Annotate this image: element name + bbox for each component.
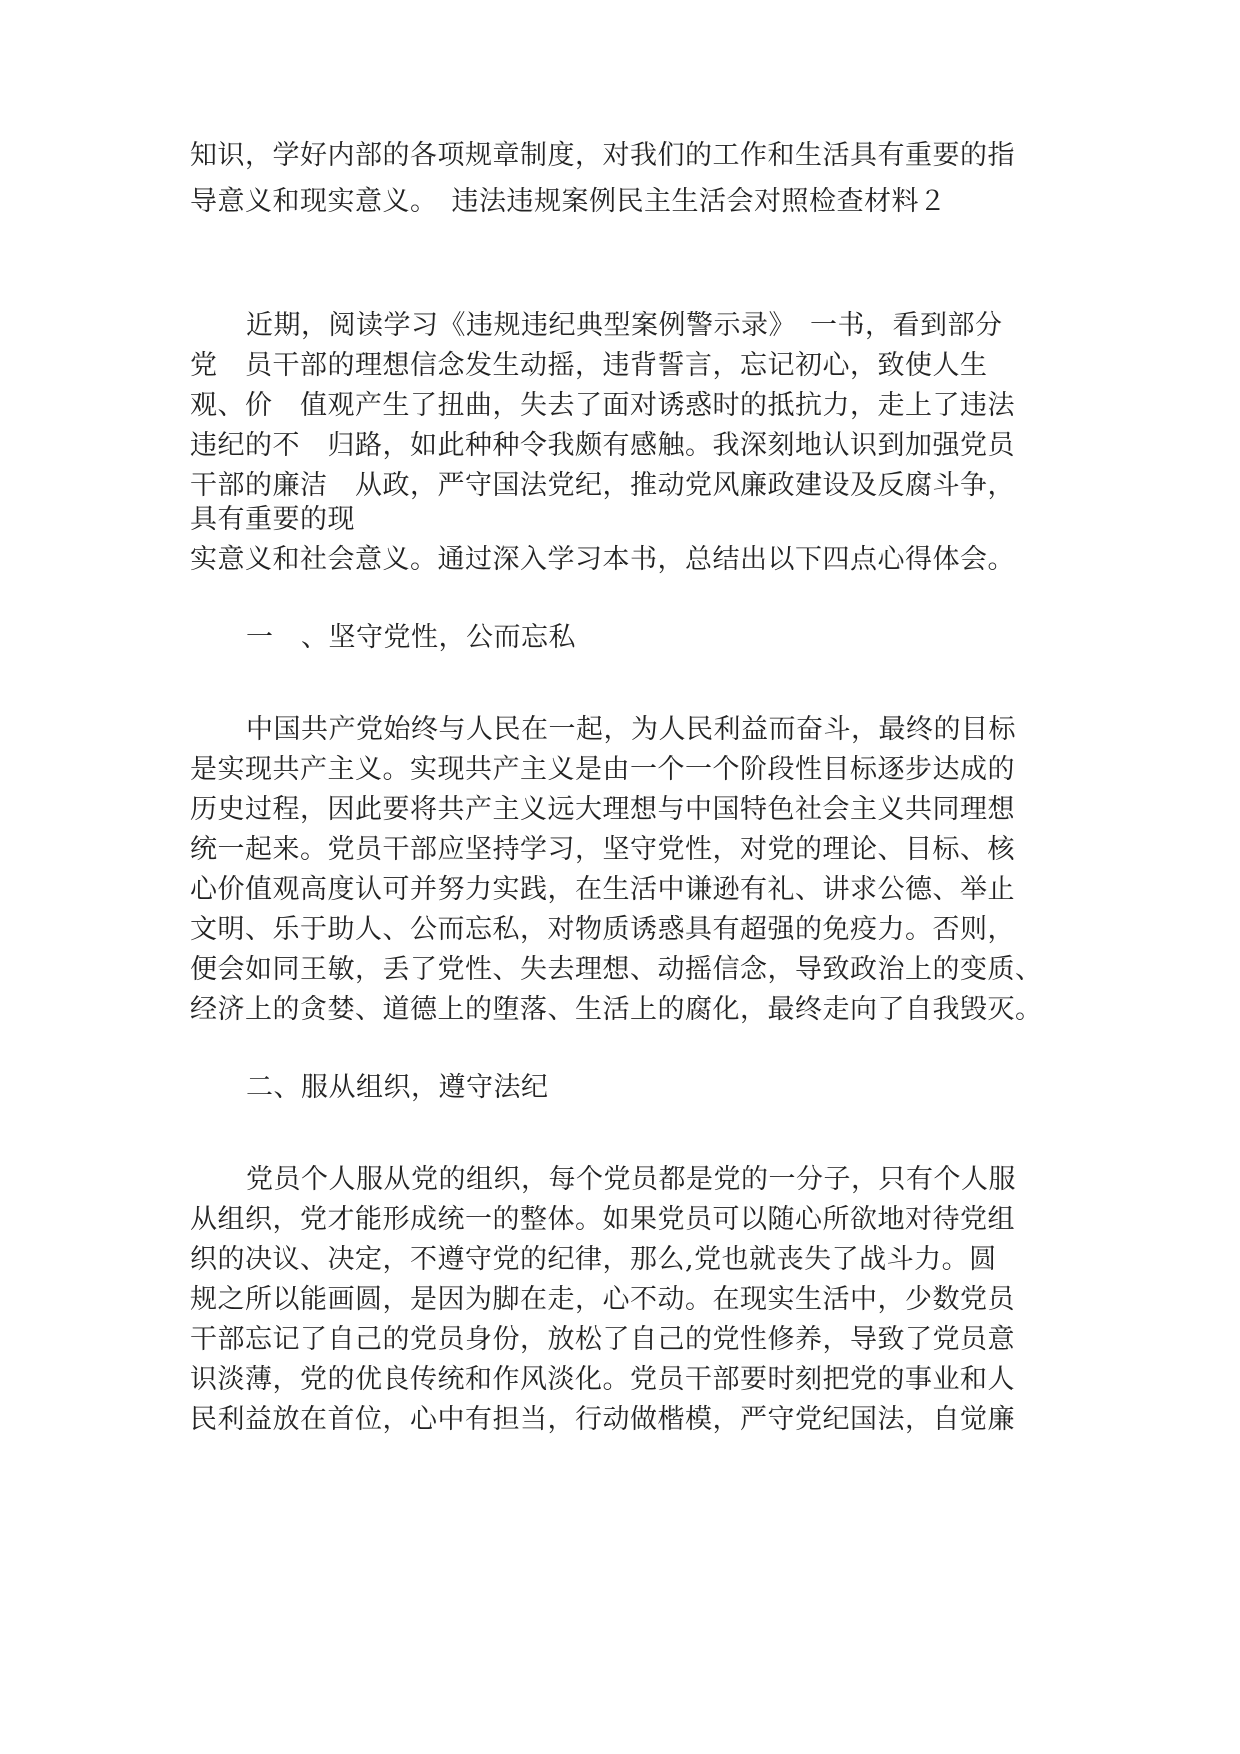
text-line: 知识，学好内部的各项规章制度，对我们的工作和生活具有重要的指 bbox=[190, 140, 1015, 171]
text-line: 历史过程，因此要将共产主义远大理想与中国特色社会主义共同理想 bbox=[190, 794, 1015, 825]
text-line: 近期，阅读学习《违规违纪典型案例警示录》 一书，看到部分 bbox=[246, 310, 1003, 341]
text-line: 违纪的不 归路，如此种种令我颇有感触。我深刻地认识到加强党员 bbox=[190, 430, 1015, 461]
text-line: 中国共产党始终与人民在一起，为人民利益而奋斗，最终的目标 bbox=[246, 714, 1016, 745]
section-heading: 一 、坚守党性，公而忘私 bbox=[246, 622, 576, 653]
text-line: 统一起来。党员干部应坚持学习，坚守党性，对党的理论、目标、核 bbox=[190, 834, 1015, 865]
text-line: 具有重要的现 bbox=[190, 504, 355, 535]
text-line: 观、价 值观产生了扭曲，失去了面对诱惑时的抵抗力，走上了违法 bbox=[190, 390, 1015, 421]
section-heading: 二、服从组织，遵守法纪 bbox=[246, 1072, 549, 1103]
text-line: 干部忘记了自己的党员身份，放松了自己的党性修养，导致了党员意 bbox=[190, 1324, 1015, 1355]
text-line: 识淡薄，党的优良传统和作风淡化。党员干部要时刻把党的事业和人 bbox=[190, 1364, 1015, 1395]
text-line: 实意义和社会意义。通过深入学习本书，总结出以下四点心得体会。 bbox=[190, 544, 1015, 575]
text-line: 织的决议、决定，不遵守党的纪律，那么,党也就丧失了战斗力。圆 bbox=[190, 1244, 997, 1275]
text-line: 党员个人服从党的组织，每个党员都是党的一分子，只有个人服 bbox=[246, 1164, 1016, 1195]
text-line: 是实现共产主义。实现共产主义是由一个一个阶段性目标逐步达成的 bbox=[190, 754, 1015, 785]
text-line: 民利益放在首位，心中有担当，行动做楷模，严守党纪国法，自觉廉 bbox=[190, 1404, 1015, 1435]
text-line: 干部的廉洁 从政，严守国法党纪，推动党风廉政建设及反腐斗争， bbox=[190, 470, 1015, 501]
text-line: 文明、乐于助人、公而忘私，对物质诱惑具有超强的免疫力。否则， bbox=[190, 914, 1015, 945]
text-line: 经济上的贪婪、道德上的堕落、生活上的腐化，最终走向了自我毁灭。 bbox=[190, 994, 1043, 1025]
text-line: 便会如同王敏，丢了党性、失去理想、动摇信念，导致政治上的变质、 bbox=[190, 954, 1043, 985]
text-line: 心价值观高度认可并努力实践，在生活中谦逊有礼、讲求公德、举止 bbox=[190, 874, 1015, 905]
text-line: 导意义和现实意义。 违法违规案例民主生活会对照检查材料２ bbox=[190, 186, 947, 217]
text-line: 从组织，党才能形成统一的整体。如果党员可以随心所欲地对待党组 bbox=[190, 1204, 1015, 1235]
text-line: 规之所以能画圆，是因为脚在走，心不动。在现实生活中，少数党员 bbox=[190, 1284, 1015, 1315]
text-line: 党 员干部的理想信念发生动摇，违背誓言，忘记初心，致使人生 bbox=[190, 350, 988, 381]
